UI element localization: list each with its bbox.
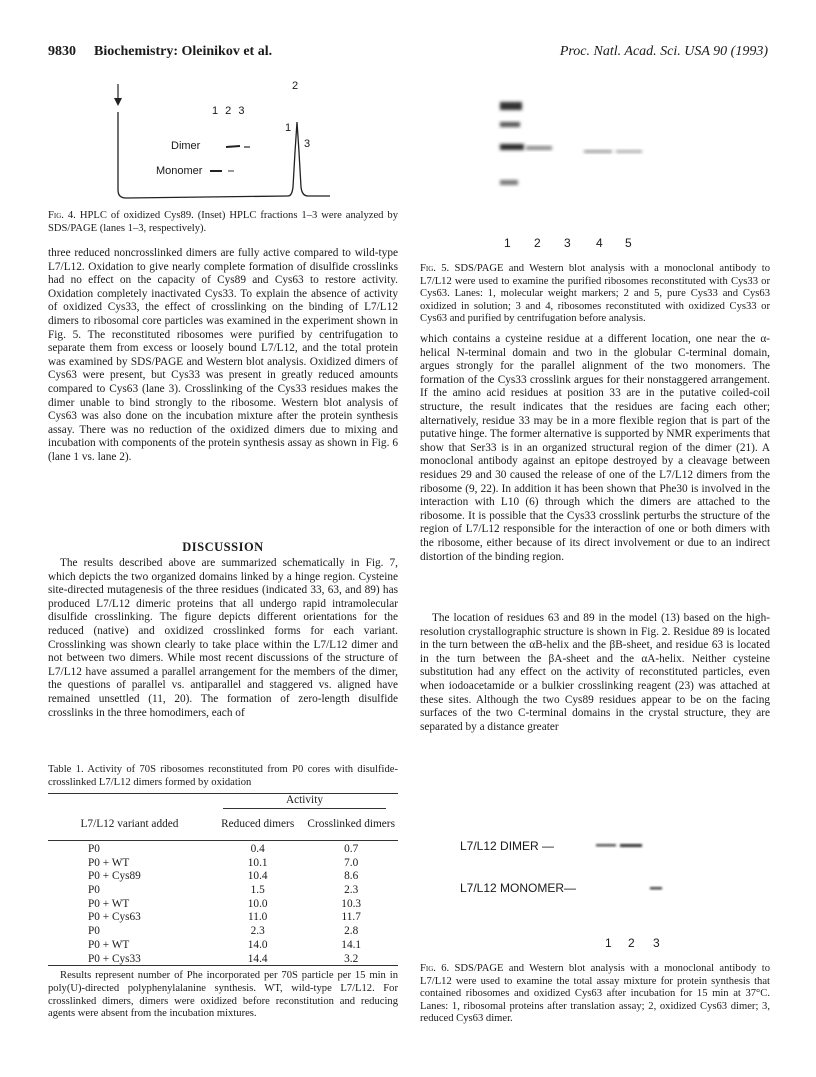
marker-band bbox=[500, 102, 522, 110]
fig6-caption bbox=[420, 963, 770, 1026]
fig6-caption-text: SDS/PAGE and Western blot analysis with a monoclonal antibody to L7/L12 were used to examine the total assay mixture for protein synthesis that contained ribosomes and oxidized Cys63 after incubation for 15 min at 37°C. Lanes: 1, ribosomal proteins after translation assay; 2, oxidized Cys63 dimer; 3, reduced Cys63 dimer. bbox=[420, 963, 770, 1025]
discussion-heading: DISCUSSION bbox=[182, 540, 264, 554]
table-cell-variant: P0 + WT bbox=[88, 897, 130, 910]
fig6-lane-1: 1 bbox=[605, 936, 612, 950]
fig6-caption-label: Fig. 6. bbox=[420, 963, 450, 974]
col-header-variant: L7/L12 variant added bbox=[80, 818, 179, 831]
fig4-dimer-label: Dimer bbox=[171, 140, 201, 152]
lane5-band bbox=[616, 150, 642, 153]
activity-table bbox=[48, 794, 398, 965]
fig5-lane-4: 4 bbox=[596, 236, 603, 250]
table-row bbox=[48, 883, 398, 897]
table-cell-crosslinked: 2.3 bbox=[344, 884, 359, 897]
table-cell-crosslinked: 14.1 bbox=[341, 938, 362, 951]
table-cell-reduced: 10.4 bbox=[247, 870, 268, 883]
table-1-title: Table 1. Activity of 70S ribosomes reconstituted from P0 cores with disulfide-crosslinked L7/L12 dimers formed by oxidation bbox=[48, 764, 398, 788]
western-blot-fig5 bbox=[480, 72, 680, 262]
fig5-lane-5: 5 bbox=[625, 236, 632, 250]
figure-6 bbox=[460, 830, 760, 955]
table-row bbox=[48, 897, 398, 911]
right-column-text-2 bbox=[420, 612, 770, 734]
fig4-lane-numbers: 1 2 3 bbox=[212, 105, 247, 117]
page-number: 9830 bbox=[48, 44, 76, 59]
group-header: Activity bbox=[211, 794, 398, 809]
table-bottom-rule bbox=[48, 965, 398, 966]
injection-arrow-head bbox=[114, 98, 122, 106]
paragraph-right-2: The location of residues 63 and 89 in the model (13) based on the high-resolution crystallographic structure is shown in Fig. 2. Residue 89 is located in the turn between the αB-helix and the βB-sheet, and residue 63 is located in the turn between the βA-sheet and the αA-helix. Neither cysteine substitution had any effect on the activity of reconstituted particles, even when iodoacetamide or a bulkier crosslinking reagent (23) was attached at these sites. Although the two Cys89 residues appear to be on the facing surfaces of the two C-terminal domains in the crystal structure, they are separated by a distance greater bbox=[420, 612, 770, 733]
page-header bbox=[48, 44, 768, 64]
table-row bbox=[48, 911, 398, 925]
paragraph-right-1: which contains a cysteine residue at a different location, one near the α-helical N-terminal domain and two in the globular C-terminal domain, argues strongly for the parallel alignment of the two monomers. The formation of the Cys33 crosslink argues for their nonstaggered arrangement. If the amino acid residues at position 33 are in the putative coiled-coil structure, the result indicates that the residues are facing each other; alternatively, residue 33 may be in a more flexible region that is part of the putative hinge. The former alternative is supported by NMR experiments that show that Ser33 is in an organized structural region of the dimer (21). A monoclonal antibody against an epitope destroyed by a cleavage between residues 29 and 30 caused the release of one of the L7/L12 dimers from the ribosome (9, 22). In addition it has been shown that Phe30 is involved in the interaction with L10 (6) through which the dimers are attached to the ribosome. It is possible that the Cys33 crosslink perturbs the structure of the region of L7/L12 responsible for the interaction of one or both dimers with the ribosome, either because of its direct involvement or due to an indirect distortion of the binding region. bbox=[420, 333, 770, 563]
fig6-lane3-monomer bbox=[650, 887, 662, 890]
table-row bbox=[48, 924, 398, 938]
table-cell-reduced: 14.0 bbox=[247, 938, 268, 951]
paragraph-left-2: The results described above are summarized schematically in Fig. 7, which depicts the two organized domains linked by a hinge region. Cysteine site-directed mutagenesis of the three residues (indicated 33, 63, and 89) has produced L7/L12 dimeric proteins that all undergo rapid intramolecular disulfide crosslinking. The figure depicts different orientations for the reduced (native) and oxidized crosslinked forms for each variant. Crosslinking was shown clearly to take place within the L7/L12 dimer and not between two dimers. While most recent discussions of the structure of L7/L12 have assumed a parallel arrangement for the members of the dimer, the questions of parallel vs. antiparallel and staggered vs. aligned have remained unsettled (11, 20). The formation of zero-length disulfide crosslinks in the three homodimers, each of bbox=[48, 557, 398, 719]
fig5-lane-3: 3 bbox=[564, 236, 571, 250]
table-1-footnote: Results represent number of Phe incorporated per 70S particle per 15 min in poly(U)-directed polyphenylalanine synthesis. WT, wild-type L7/L12. For crosslinked dimers, dimers were oxidized before reconstitution and reducing agents were absent from the incubation mixtures. bbox=[48, 970, 398, 1020]
table-cell-crosslinked: 8.6 bbox=[344, 870, 359, 883]
table-cell-reduced: 0.4 bbox=[250, 843, 265, 856]
marker-band bbox=[500, 122, 520, 127]
chromatogram-trace bbox=[118, 112, 330, 198]
right-column-text-1 bbox=[420, 333, 770, 564]
table-cell-crosslinked: 2.8 bbox=[344, 925, 359, 938]
header-rule bbox=[48, 840, 398, 841]
table-cell-variant: P0 + WT bbox=[88, 856, 130, 869]
table-cell-crosslinked: 11.7 bbox=[341, 911, 361, 924]
table-row bbox=[48, 870, 398, 884]
fig5-lane-1: 1 bbox=[504, 236, 511, 250]
left-column-text-2 bbox=[48, 557, 398, 720]
col-header-crosslinked: Crosslinked dimers bbox=[307, 818, 395, 831]
fig6-dimer-label: L7/L12 DIMER — bbox=[460, 839, 555, 853]
paragraph-left-1: three reduced noncrosslinked dimers are fully active compared to wild-type L7/L12. Oxidation to give nearly complete formation of disulfide crosslinks had no effect on the capacity of Cys89 and Cys63 to restore activity. Oxidation completely inactivated Cys33. To explain the absence of activity of oxidized Cys33, the effect of crosslinking on the binding of L7/L12 dimers to ribosomal core particles was examined in the experiment shown in Fig. 5. The reconstituted ribosomes were purified by centrifugation to separate them from excess or loosely bound L7/L12, and the total protein was examined by SDS/PAGE and Western blot analysis. Oxidized dimers of Cys63 were present, but Cys33 was present in greatly reduced amounts compared to Cys63 (lane 3). Crosslinking of the Cys33 residues makes the dimer unable to bind strongly to the ribosome. Western blot analysis of Cys63 was also done on the incubation mixture after the protein synthesis assay. There was no reduction of the oxidized dimers due to mixing and incubation with components of the protein synthesis assay as shown in Fig. 6 (lane 1 vs. lane 2). bbox=[48, 247, 398, 463]
lane2-band bbox=[526, 146, 552, 150]
table-cell-reduced: 10.1 bbox=[247, 856, 268, 869]
figure-5 bbox=[480, 72, 680, 262]
table-cell-variant: P0 + Cys89 bbox=[88, 870, 141, 883]
fig4-peak-2: 2 bbox=[292, 80, 299, 92]
fig5-caption-text: SDS/PAGE and Western blot analysis with a monoclonal antibody to L7/L12 were used to examine the purified ribosomes reconstituted with Cys33 or Cys63. Lanes: 1, molecular weight markers; 2 and 5, pure Cys33 and Cys63 oxidized in solution; 3 and 4, ribosomes reconstituted with oxidized Cys33 or Cys63 and purified by centrifugation before analysis. bbox=[420, 263, 770, 325]
western-blot-fig6 bbox=[460, 830, 760, 910]
fig5-caption-label: Fig. 5. bbox=[420, 263, 450, 274]
marker-band bbox=[500, 144, 524, 150]
table-row bbox=[48, 856, 398, 870]
table-cell-reduced: 2.3 bbox=[250, 925, 265, 938]
table-cell-crosslinked: 7.0 bbox=[344, 856, 359, 869]
fig6-lane-2: 2 bbox=[628, 936, 635, 950]
table-cell-reduced: 1.5 bbox=[250, 884, 265, 897]
table-1 bbox=[48, 764, 398, 1021]
table-cell-reduced: 10.0 bbox=[247, 897, 268, 910]
figure-4 bbox=[100, 72, 340, 207]
fig4-peak-1: 1 bbox=[285, 122, 292, 134]
col-header-reduced: Reduced dimers bbox=[221, 818, 295, 831]
fig4-peak-3: 3 bbox=[304, 138, 311, 150]
table-cell-crosslinked: 3.2 bbox=[344, 952, 359, 965]
fig4-caption bbox=[48, 210, 398, 235]
table-row bbox=[48, 952, 398, 966]
table-row bbox=[48, 938, 398, 952]
table-row bbox=[48, 842, 398, 856]
table-cell-variant: P0 + Cys63 bbox=[88, 911, 141, 924]
fig5-caption bbox=[420, 263, 770, 326]
table-body bbox=[48, 842, 398, 965]
table-cell-variant: P0 + Cys33 bbox=[88, 952, 141, 965]
fig6-monomer-label: L7/L12 MONOMER— bbox=[460, 881, 577, 895]
table-cell-variant: P0 + WT bbox=[88, 938, 130, 951]
running-head-journal: Proc. Natl. Acad. Sci. USA 90 (1993) bbox=[559, 44, 768, 59]
table-cell-crosslinked: 10.3 bbox=[341, 897, 362, 910]
fig4-caption-label: Fig. 4. bbox=[48, 210, 76, 221]
table-cell-reduced: 14.4 bbox=[247, 952, 268, 965]
lane4-band bbox=[584, 150, 612, 153]
fig6-lane2-dimer bbox=[620, 844, 642, 847]
fig4-monomer-label: Monomer bbox=[156, 165, 203, 177]
marker-band bbox=[500, 180, 518, 185]
fig4-caption-text: HPLC of oxidized Cys89. (Inset) HPLC fractions 1–3 were analyzed by SDS/PAGE (lanes 1–3, respectively). bbox=[48, 210, 399, 234]
table-cell-reduced: 11.0 bbox=[247, 911, 268, 924]
table-cell-variant: P0 bbox=[88, 843, 100, 856]
table-cell-variant: P0 bbox=[88, 884, 100, 897]
dimer-band-lane2 bbox=[226, 146, 240, 147]
running-head-authors: Biochemistry: Oleinikov et al. bbox=[94, 44, 273, 59]
table-cell-variant: P0 bbox=[88, 925, 100, 938]
fig6-lane1-dimer bbox=[596, 844, 616, 847]
fig5-lane-2: 2 bbox=[534, 236, 541, 250]
fig6-lane-3: 3 bbox=[653, 936, 660, 950]
table-cell-crosslinked: 0.7 bbox=[344, 843, 359, 856]
